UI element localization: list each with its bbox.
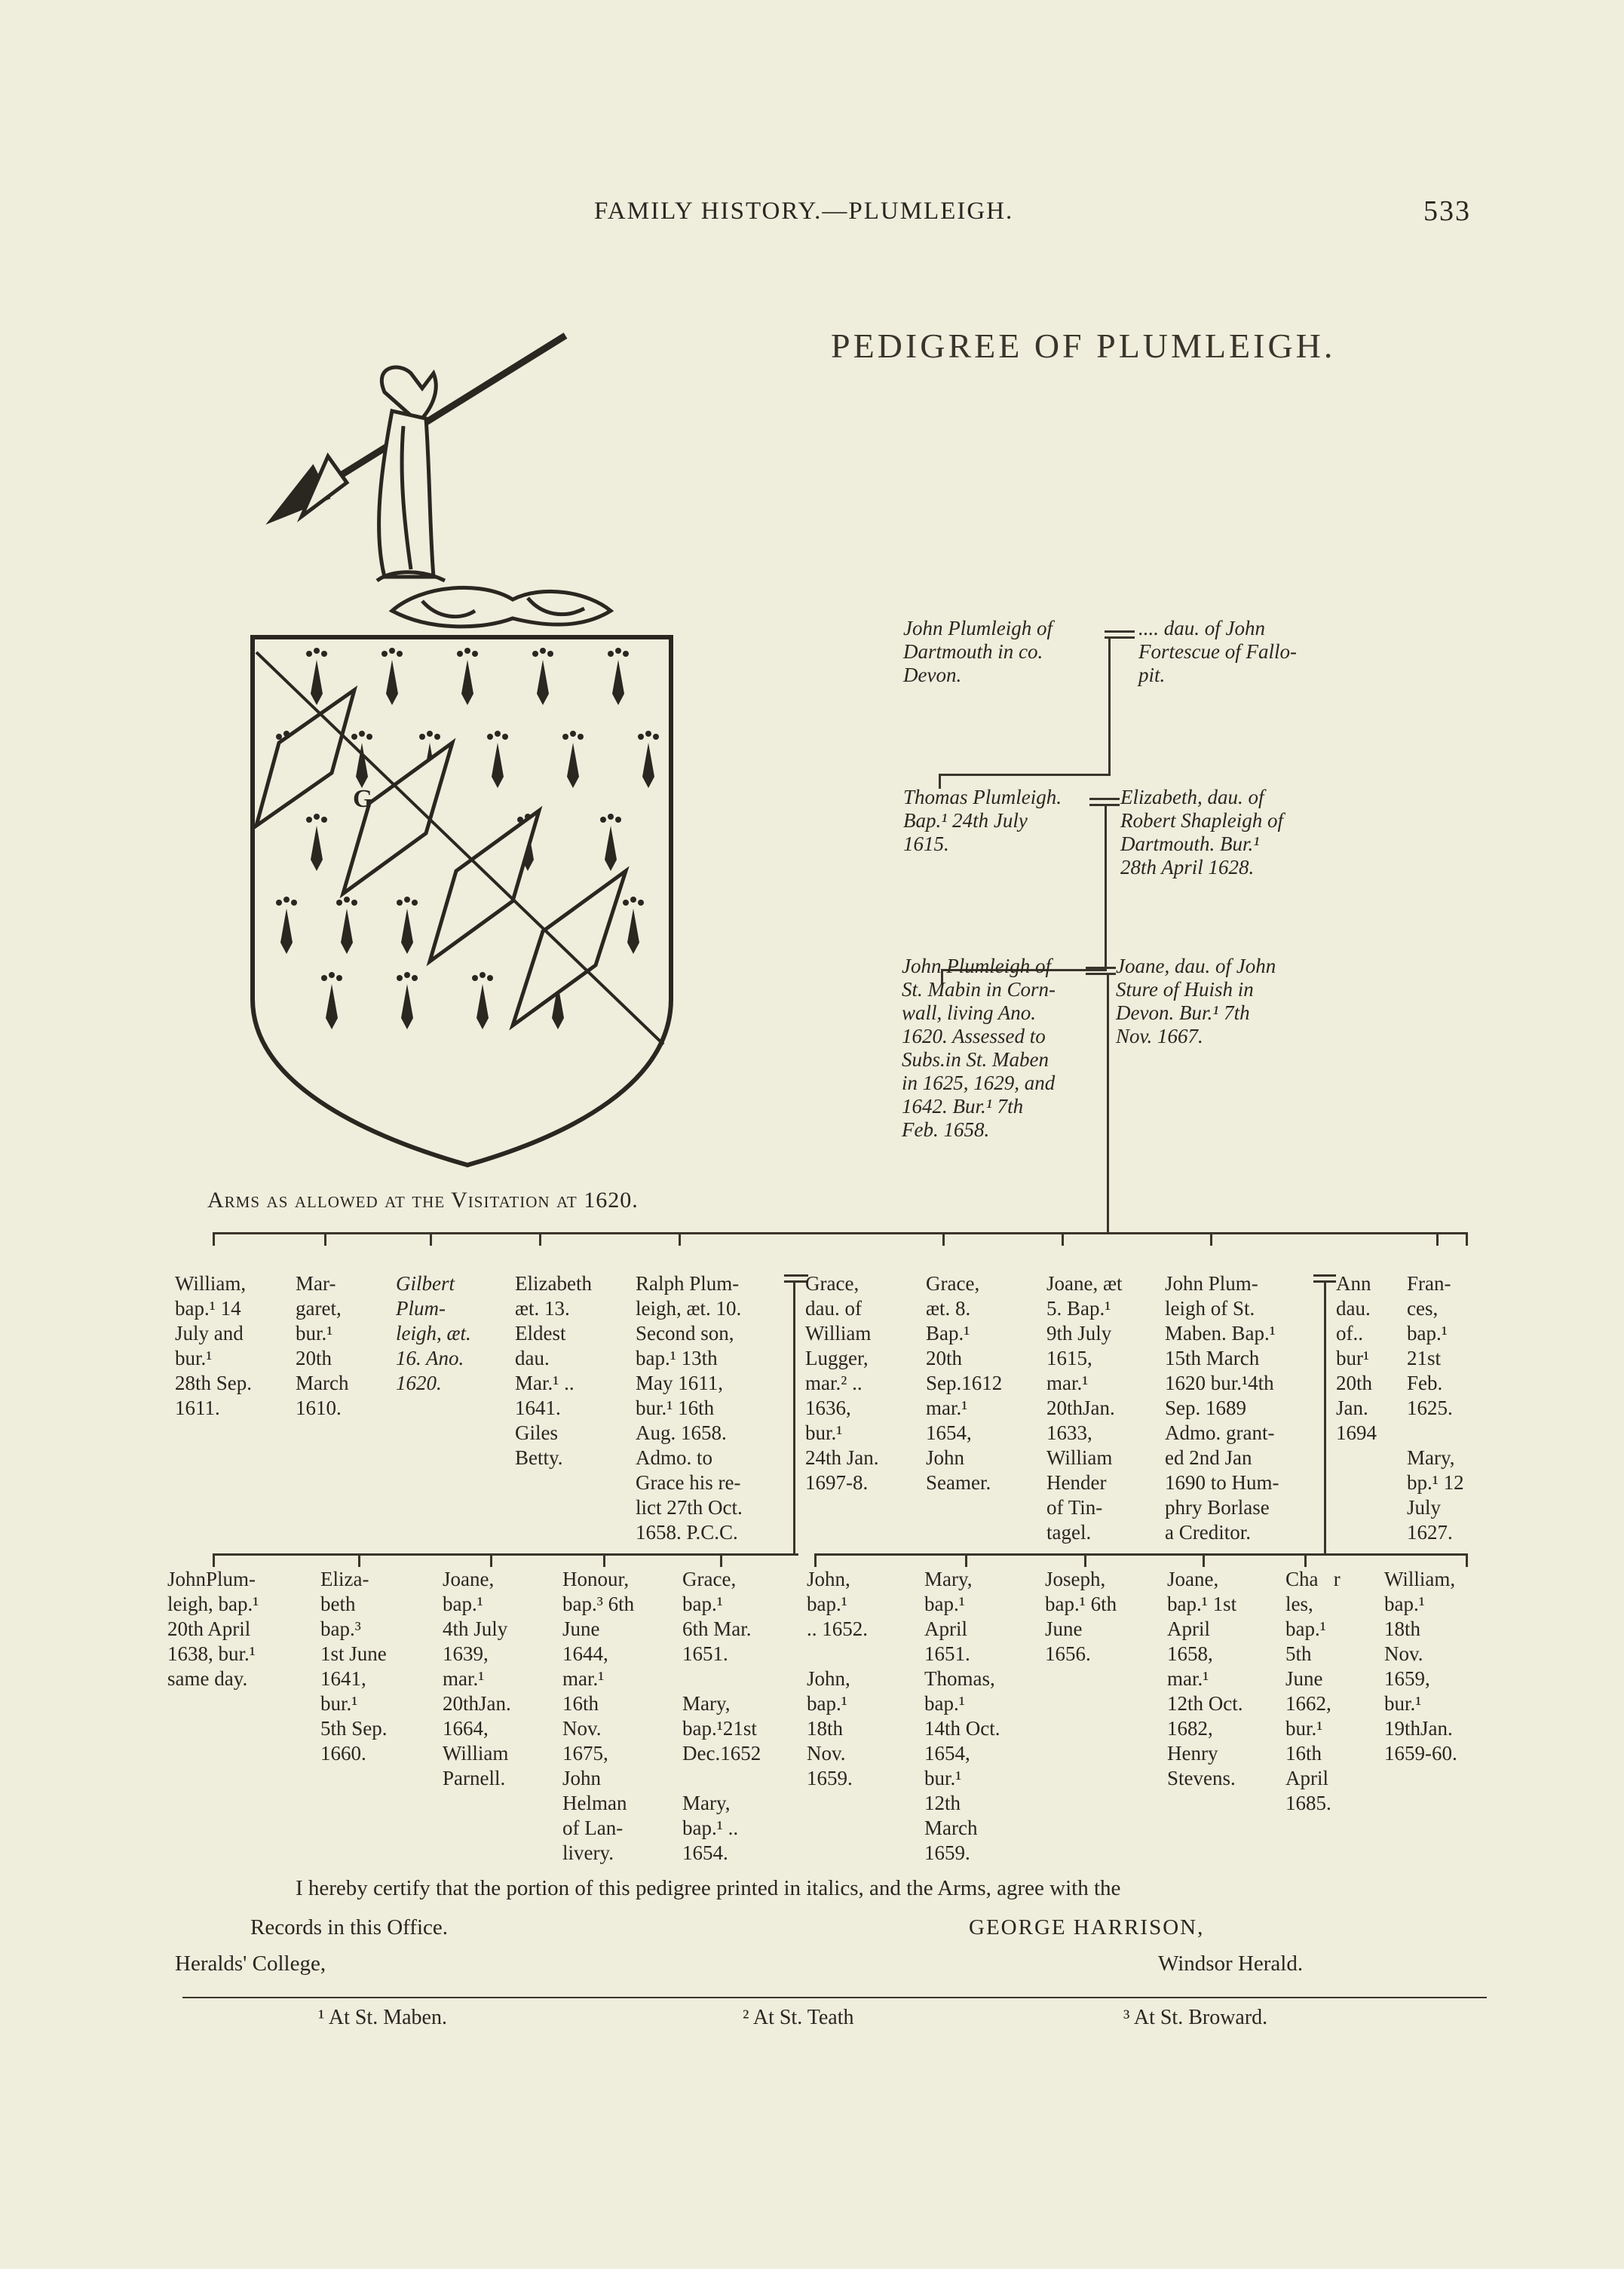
drop-r2-2 [358,1553,360,1567]
drop-r2-6 [814,1553,817,1567]
page-number: 533 [1423,195,1471,227]
drop-r1-5 [679,1232,681,1246]
drop-r2-8 [1084,1553,1086,1567]
certificate-line1: I hereby certify that the portion of this pedigree printed in italics, and the Arms, agree with the [296,1876,1121,1900]
descent-line-gen2 [1105,806,1107,970]
certificate-line2: Records in this Office. [250,1915,449,1939]
running-title: FAMILY HISTORY.—PLUMLEIGH. [594,198,1014,225]
row2-entry-4: Honour, bap.³ 6th June 1644, mar.¹ 16th Nov. 1675, John Helman of Lan- livery. [562,1568,635,1864]
drop-r2-10 [1304,1553,1307,1567]
sibling-bar-row1 [213,1232,1468,1234]
pedigree-title: PEDIGREE OF PLUMLEIGH. [831,327,1336,365]
drop-r1-8 [1062,1232,1064,1246]
gen1-wife: .... dau. of John Fortescue of Fallo- pit. [1138,617,1297,686]
row2-entry-6: John, bap.¹ .. 1652. John, bap.¹ 18th Nov. 1659. [807,1568,868,1789]
drop-r2-3 [490,1553,492,1567]
row1-entry-2: Mar- garet, bur.¹ 20th March 1610. [296,1272,349,1419]
marriage-sign-gen3b [1086,973,1116,975]
row2-entry-2: Eliza- beth bap.³ 1st June 1641, bur.¹ 5th Sep. 1660. [320,1568,388,1765]
row1-entry-3: Gilbert Plum- leigh, æt. 16. Ano. 1620. [396,1272,471,1394]
footnote-rule [182,1997,1487,1998]
row1-entry-11: Fran- ces, bap.¹ 21st Feb. 1625. Mary, bp.¹ 12 July 1627. [1407,1272,1464,1544]
marriage-rule-row1 [793,1282,795,1553]
arms-caption: Arms as allowed at the Visitation at 1620. [207,1188,639,1213]
certificate-signatory: GEORGE HARRISON, [969,1915,1205,1939]
row1-entry-7: Grace, æt. 8. Bap.¹ 20th Sep.1612 mar.¹ 1654, John Seamer. [926,1272,1003,1494]
row1-entry-1: William, bap.¹ 14 July and bur.¹ 28th Sep. 1611. [175,1272,253,1419]
row2-entry-1: JohnPlum- leigh, bap.¹ 20th April 1638, bur.¹ same day. [167,1568,259,1690]
row2-entry-10: Cha r les, bap.¹ 5th June 1662, bur.¹ 16th April 1685. [1285,1568,1341,1814]
drop-r2-1 [213,1553,215,1567]
footnote-1: ¹ At St. Maben. [318,2006,447,2029]
footnote-3: ³ At St. Broward. [1123,2006,1268,2029]
drop-r1-9 [1210,1232,1212,1246]
gen3-wife: Joane, dau. of John Sture of Huish in Devon. Bur.¹ 7th Nov. 1667. [1116,955,1276,1047]
drop-r1-2 [324,1232,326,1246]
drop-r1-1 [213,1232,215,1246]
row2-entry-8: Joseph, bap.¹ 6th June 1656. [1045,1568,1117,1665]
drop-r2-4 [603,1553,605,1567]
marriage-sign-gen1 [1105,630,1135,633]
drop-r2-7 [965,1553,967,1567]
drop-r2-9 [1203,1553,1205,1567]
marriage-sign-row1-john [1313,1274,1336,1277]
drop-r1-3 [430,1232,432,1246]
row2-entry-7: Mary, bap.¹ April 1651. Thomas, bap.¹ 14th Oct. 1654, bur.¹ 12th March 1659. [924,1568,1000,1864]
gen2-husband-text: Thomas Plumleigh. Bap.¹ 24th July 1615. [903,786,1062,855]
drop-r1-4 [539,1232,541,1246]
row2-entry-9: Joane, bap.¹ 1st April 1658, mar.¹ 12th Oct. 1682, Henry Stevens. [1167,1568,1243,1789]
footnote-2: ² At St. Teath [743,2006,854,2029]
coat-of-arms [241,320,709,1210]
row1-entry-10: Ann dau. of.. bur¹ 20th Jan. 1694 [1336,1272,1377,1444]
descent-line-gen3 [1107,975,1109,1233]
row2-entry-11: William, bap.¹ 18th Nov. 1659, bur.¹ 19thJan. 1659-60. [1384,1568,1457,1765]
drop-r2-5 [720,1553,722,1567]
gen1-husband: John Plumleigh of Dartmouth in co. Devon. [903,617,1053,686]
drop-r1-7 [942,1232,945,1246]
row1-entry-4: Elizabeth æt. 13. Eldest dau. Mar.¹ .. 1641. Giles Betty. [515,1272,592,1469]
crest-arm-arrow-icon [271,336,565,581]
marriage-sign-gen2 [1089,798,1120,800]
gen3-husband [902,955,1056,1142]
drop-r1-11a [1436,1232,1439,1246]
drop-r2-11 [1466,1553,1468,1567]
row2-entry-5: Grace, bap.¹ 6th Mar. 1651. Mary, bap.¹21st Dec.1652 Mary, bap.¹ .. 1654. [682,1568,761,1864]
gen3-husband-text: John Plumleigh of St. Mabin in Corn- wall, living Ano. 1620. Assessed to Subs.in St. Maben in 1625, 1629, and 1642. Bur.¹ 7th Feb. 1658. [902,955,1056,1141]
row1-entry-9: John Plum- leigh of St. Maben. Bap.¹ 15th March 1620 bur.¹4th Sep. 1689 Admo. grant- ed 2nd Jan 1690 to Hum- phry Borlase a Creditor. [1165,1272,1279,1544]
row1-entry-6: Grace, dau. of William Lugger, mar.² .. 1636, bur.¹ 24th Jan. 1697-8. [805,1272,879,1494]
gen2-husband [903,786,1062,856]
gen2-wife: Elizabeth, dau. of Robert Shapleigh of Dartmouth. Bur.¹ 28th April 1628. [1120,786,1283,878]
lozenge-letter: G [353,785,373,813]
descent-bar-gen1 [939,774,1111,776]
sibling-bar-row2a [213,1553,798,1556]
certificate-office: Windsor Herald. [1158,1952,1304,1976]
row2-entry-3: Joane, bap.¹ 4th July 1639, mar.¹ 20thJan. 1664, William Parnell. [443,1568,511,1789]
row1-entry-8: Joane, æt 5. Bap.¹ 9th July 1615, mar.¹ 20thJan. 1633, William Hender of Tin- tagel. [1046,1272,1123,1544]
row1-entry-5: Ralph Plum- leigh, æt. 10. Second son, bap.¹ 13th May 1611, bur.¹ 16th Aug. 1658. Admo. to Grace his re- lict 27th Oct. 1658. P.C.C. [636,1272,743,1544]
marriage-rule-row1-john [1324,1282,1326,1553]
marriage-sign-gen3 [1086,967,1116,969]
sibling-bar-row2b [814,1553,1468,1556]
certificate-place: Heralds' College, [175,1952,326,1976]
crest-wreath [392,587,611,627]
drop-r1-11b [1466,1232,1468,1246]
descent-line-gen1 [1108,639,1111,774]
